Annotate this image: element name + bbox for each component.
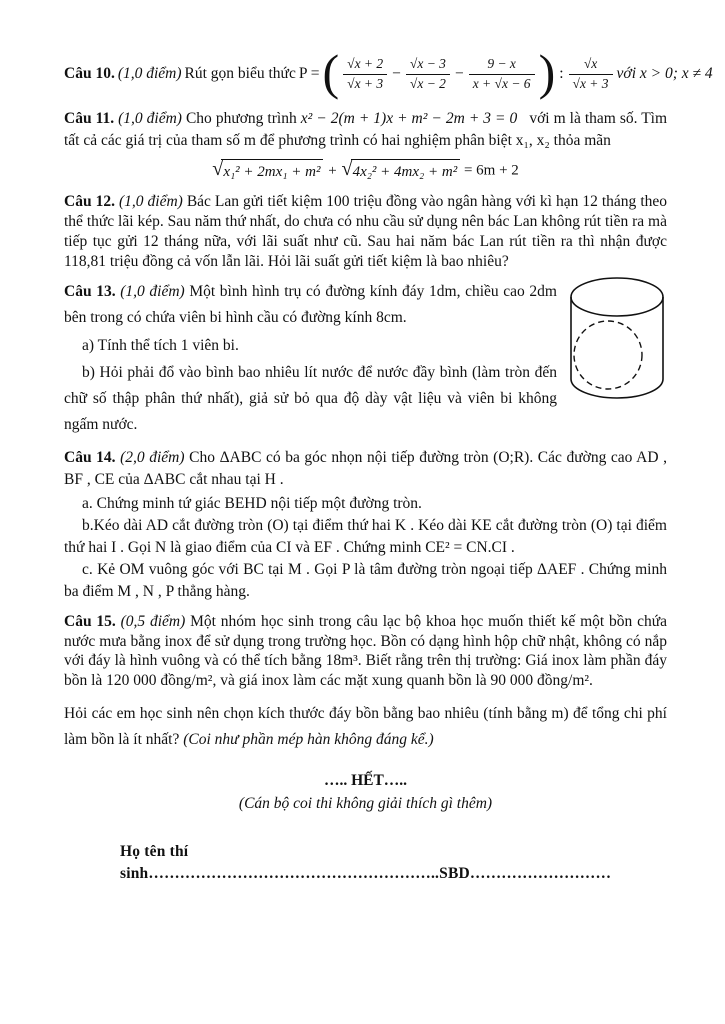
q10-minus-operator-2: − [454,65,464,82]
q10-fraction-3-denominator: x + √x − 6 [472,75,531,91]
radical-sign-1: √ [212,158,224,180]
question-12 [64,192,667,271]
question-13-points: (1,0 điểm) [120,282,185,300]
question-14-text [64,447,667,491]
end-mark: ….. HẾT….. [323,771,408,789]
question-11-text [64,108,667,152]
q10-division-operator: : [559,65,564,82]
question-13-item-b: b) Hỏi phải đổ vào bình bao nhiêu lít nước để nước đầy bình (làm tròn đến chữ số thập phân thứ nhất), giả sử bỏ qua độ dày vật liệu và viên bi không ngấm nước. [64,363,557,434]
question-12-text [64,192,667,271]
question-14-item-b: b.Kéo dài AD cắt đường tròn (O) tại điểm thứ hai K . Kéo dài KE cắt đường tròn (O) tại điểm thứ hai I . Gọi N là giao điểm của CI và EF . Chứng minh CE² = CN.CI . [64,516,667,556]
question-14-body: Cho ΔABC có ba góc nhọn nội tiếp đường tròn (O;R). Các đường cao AD , BF , CE của ΔABC cắt nhau tại H . [64,448,668,488]
cylinder-with-sphere-figure [567,275,667,401]
question-11-points: (1,0 điểm) [118,110,182,127]
q11-radicand-1: x₁² + 2mx₁ + m² [221,159,323,183]
cylinder-top-ellipse [571,278,663,316]
q11-rhs: = 6m + 2 [463,162,519,179]
q11-plus-operator: + [328,162,337,179]
candidate-name-line: Họ tên thí sinh………………………………………………..SBD……………………… [120,842,612,882]
q10-fraction-4-numerator: √x [569,56,613,75]
question-15-text [64,612,667,691]
question-15-question: Hỏi các em học sinh nên chọn kích thước đáy bồn bằng bao nhiêu (tính bằng m) để tổng chi phí làm bồn là ít nhất? [64,704,667,749]
question-15-body: Một nhóm học sinh trong câu lạc bộ khoa học muốn thiết kế một bồn chứa nước mưa bằng inox để sử dụng trong trường học. Bồn có dạng hình hộp chữ nhật, không có nắp với đáy là hình vuông và có thể tích bằng 18m³. Biết rằng trên thị trường: Giá inox làm phần đáy bồn là 120 000 đồng/m², và giá inox làm các mặt xung quanh bồn là 90 000 đồng/m². [64,612,668,690]
question-10 [64,43,713,104]
q10-condition: với x > 0; x ≠ 4 [616,65,713,82]
q10-open-paren: ( [322,43,340,100]
question-13-label: Câu 13. [64,282,116,300]
q10-minus-operator-1: − [392,65,401,82]
question-15-label: Câu 15. [64,612,116,630]
q10-fraction-1-denominator: √x + 3 [347,75,384,91]
question-14-item-a: a. Chứng minh tứ giác BEHD nội tiếp một đường tròn. [82,494,422,512]
question-11 [64,108,667,183]
question-11-rest: với m là tham số. Tìm tất cả các giá trị của tham số m để phương trình có hai nghiệm phân biệt x₁, x₂ thỏa mãn [64,110,668,149]
q10-fraction-4-denominator: √x + 3 [572,75,609,91]
question-14 [64,447,667,603]
question-13-item-a: a) Tính thể tích 1 viên bi. [82,337,239,355]
q10-fraction-2-denominator: √x − 2 [409,75,446,91]
question-11-label: Câu 11. [64,110,115,127]
q10-fraction-1-numerator: √x + 2 [343,56,387,75]
question-10-points: (1,0 điểm) [117,65,182,82]
question-12-label: Câu 12. [64,193,115,211]
q11-display-formula [64,159,667,183]
question-13 [64,279,667,439]
question-12-body: Bác Lan gửi tiết kiệm 100 triệu đồng vào ngân hàng với kì hạn 12 tháng theo thể thức lãi kép. Sau năm thứ nhất, do chưa có nhu cầu sử dụng nên bác Lan không rút tiền ra mà tiếp tục gửi 12 tháng nữa, với lãi suất như cũ. Sau hai năm bác Lan rút tiền ra thì nhận được 118,81 triệu đồng cả vốn lẫn lãi. Hỏi lãi suất gửi tiết kiệm là bao nhiêu? [64,193,668,270]
question-14-label: Câu 14. [64,448,116,466]
q11-equation: x² − 2(m + 1)x + m² − 2m + 3 = 0 [300,110,518,127]
q10-fraction-2 [406,56,450,93]
question-10-intro: Rút gọn biểu thức [184,65,296,82]
question-15-final [64,701,667,754]
question-15 [64,612,667,754]
question-10-label: Câu 10. [64,65,115,82]
q10-fraction-2-numerator: √x − 3 [406,56,450,75]
question-14-points: (2,0 điểm) [120,448,185,466]
exam-footer [64,770,667,885]
q10-close-paren: ) [538,43,556,100]
q11-sqrt-expression-2 [341,159,460,183]
question-11-intro: Cho phương trình [185,110,297,127]
question-12-points: (1,0 điểm) [118,193,183,211]
q10-fraction-4 [569,56,613,93]
proctor-note: (Cán bộ coi thi không giải thích gì thêm) [238,794,493,812]
q10-fraction-3-numerator: 9 − x [469,56,535,75]
q10-formula-lhs: P = [298,65,320,82]
inscribed-sphere-dashed-circle [574,321,642,389]
q10-fraction-1 [343,56,387,93]
q11-radicand-2: 4x₂² + 4mx₂ + m² [351,159,461,183]
question-13-body: Một bình hình trụ có đường kính đáy 1dm, chiều cao 2dm bên trong có chứa viên bi hình cầu có đường kính 8cm. [64,282,557,326]
radical-sign-2: √ [341,158,353,180]
q11-sqrt-expression-1 [212,159,323,183]
question-14-item-c: c. Kẻ OM vuông góc với BC tại M . Gọi P là tâm đường tròn ngoại tiếp ΔAEF . Chứng minh ba điểm M , N , P thẳng hàng. [64,560,667,600]
question-15-note: (Coi như phần mép hàn không đáng kể.) [183,731,434,749]
q10-fraction-3 [469,56,535,93]
question-15-points: (0,5 điểm) [120,612,186,630]
